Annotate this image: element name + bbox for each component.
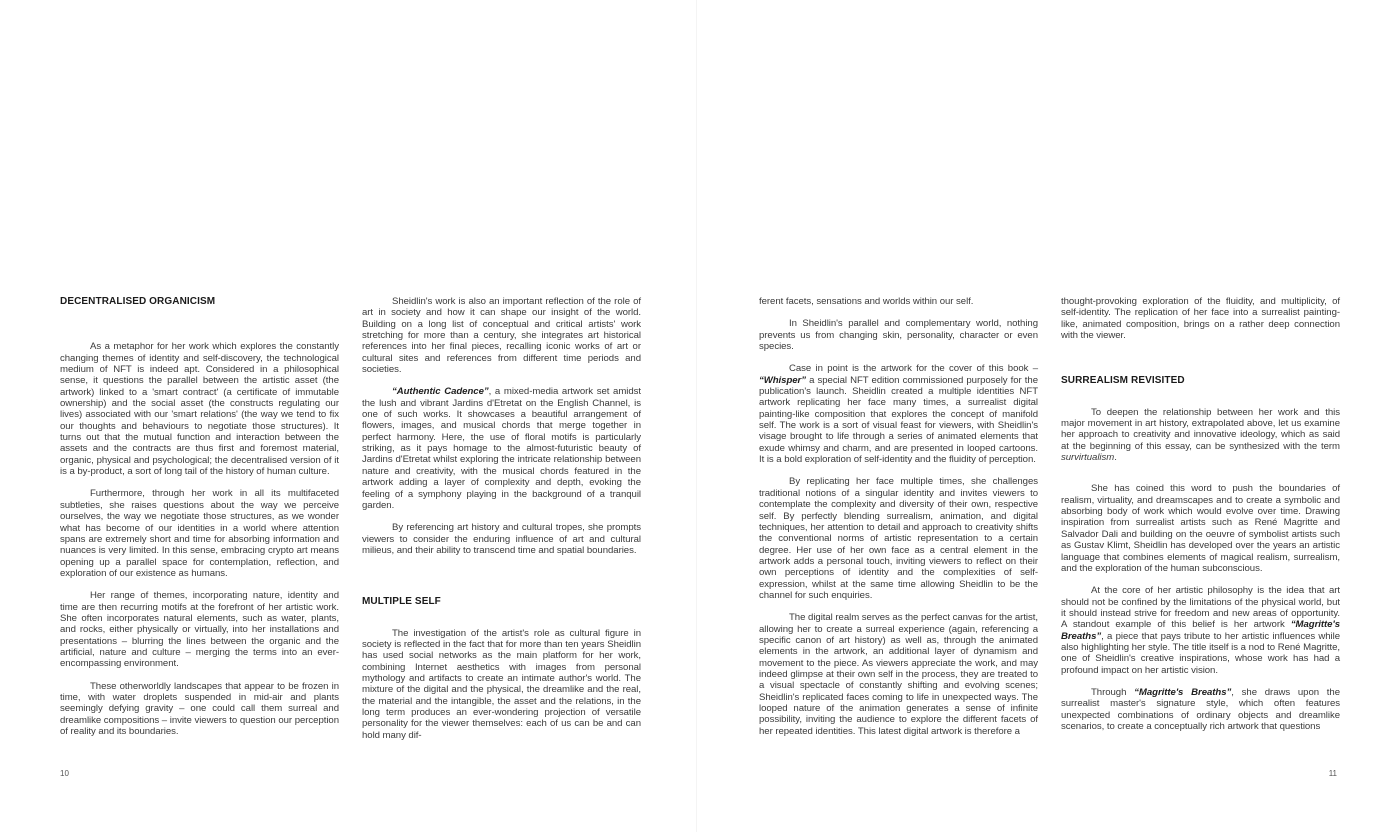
paragraph: thought-provoking exploration of the fluidity, and multiplicity, of self-identity. The replication of her face into a surrealist painting-like, animated composition, brings on a rather deep connection with the viewer. [1061, 296, 1340, 342]
section-heading-decentralised-organicism: DECENTRALISED ORGANICISM [60, 296, 216, 307]
column-1 [60, 296, 339, 737]
paragraph: These otherworldly landscapes that appear to be frozen in time, with water droplets suspended in mid-air and plants seemingly defying gravity – one could call them surreal and dreamlike compositions – invite viewers to question our perception of reality and its boundaries. [60, 680, 339, 737]
paragraph: The investigation of the artist's role as cultural figure in society is reflected in the fact that for more than ten years Sheidlin has used social networks as the main platform for her work, combining Internet aesthetics with images from personal mythology and artifacts to create an intimate author's world. The mixture of the digital and the physical, the dreamlike and the real, the material and the intangible, the asset and the relations, in the long term produces an ever-wondering projection of versatile personality for the viewer themselves: each of us can be and can hold many dif- [362, 627, 641, 741]
artwork-title: “Whisper” [759, 374, 806, 386]
section-heading-multiple-self: MULTIPLE SELF [362, 596, 441, 608]
paragraph: Furthermore, through her work in all its multifaceted subtleties, she raises questions about the way we perceive ourselves, the way we negotiate those structures, as we wonder what has become of our identities in a world where attention spans are extremely short and time for absorbing information and nuances is very limited. In this sense, embracing crypto art means opening up a parallel space for contemplation, reflection, and exploration of our existence as humans. [60, 488, 339, 579]
paragraph: ferent facets, sensations and worlds within our self. [759, 296, 974, 307]
paragraph: Through “Magritte's Breaths”, she draws upon the surrealist master's signature style, which often features unexpected combinations of ordinary objects and dreamlike scenarios, to create a conceptually rich artwork that questions [1061, 686, 1340, 732]
paragraph: In Sheidlin's parallel and complementary world, nothing prevents us from changing skin, personality, character or even species. [759, 318, 1038, 353]
paragraph: At the core of her artistic philosophy is the idea that art should not be confined by the limitations of the physical world, but it should instead strive for freedom and new areas of opportunity. A standout example of this belief is her artwork “Magritte's Breaths”, a piece that pays tribute to her artistic influences while also highlighting her style. The title itself is a nod to René Magritte, one of Sheidlin's creative inspirations, whose work has had a profound impact on her artistic vision. [1061, 585, 1340, 676]
paragraph: The digital realm serves as the perfect canvas for the artist, allowing her to create a surreal experience (again, referencing a specific canon of art history) as well as, through the animated elements in the artwork, an additional layer of dynamism and movement to the piece. As viewers appreciate the work, and may indeed glimpse at their own self in the process, they are treated to a visual spectacle of constantly shifting and evolving scenes; Sheidlin's replicated faces coming to life in unexpected ways. The looped nature of the animation generates a sense of infinite possibility, inviting the audience to explore the different facets of her repeated identities. This latest digital artwork is therefore a [759, 612, 1038, 737]
paragraph: Sheidlin's work is also an important reflection of the role of art in society and how it can shape our insight of the world. Building on a long list of conceptual and critical artists' work stretching for more than a century, she integrates art historical references into her final pieces, recalling iconic works of art or cultural sites and references from different time periods and societies. [362, 296, 641, 376]
column-2 [362, 296, 641, 741]
right-page [697, 0, 1394, 832]
paragraph: “Authentic Cadence”, a mixed-media artwork set amidst the lush and vibrant Jardins d'Etretat on the English Channel, is one of such works. It showcases a beautiful arrangement of flowers, images, and musical chords that merge together in perfect harmony. Here, the use of floral motifs is particularly striking, as it pays homage to the almost-futuristic beauty of Jardins d'Etretat whilst exploring the intricate relationship between nature and creativity, with the musical chords featured in the artwork adding a layer of complexity and depth, evoking the feeling of a symphony playing in the background of a tranquil garden. [362, 386, 641, 511]
page-number-left: 10 [60, 769, 69, 778]
paragraph: As a metaphor for her work which explores the constantly changing themes of identity and self-discovery, the technological medium of NFT is indeed apt. Considered in a philosophical sense, it questions the parallel between the artistic asset (the artwork) linked to a 'smart contract' (a certificate of immutable ownership) and the social asset (the constructs regulating our lives) associated with our 'smart relations' (the way we tend to fix our thoughts and behaviours to negotiate those structures). It turns out that the mutual function and interaction between the assets and the contracts are thus first and foremost material, organic, physical and psychological; the decentralised version of it is a by-product, a sort of long tail of the history of human culture. [60, 341, 339, 478]
section-heading-surrealism-revisited: SURREALISM REVISITED [1061, 375, 1185, 387]
paragraph: Her range of themes, incorporating nature, identity and time are then recurring motifs at the forefront of her artistic work. She often incorporates natural elements, such as water, plants, and rocks, either physically or virtually, into her installations and presentations – blurring the lines between the organic and the artificial, nature and culture – merging the terms into an ever-encompassing environment. [60, 590, 339, 670]
paragraph: By referencing art history and cultural tropes, she prompts viewers to consider the enduring influence of art and cultural milieus, and their ability to transcend time and spatial boundaries. [362, 522, 641, 556]
artwork-title: “Magritte's Breaths” [1061, 619, 1340, 642]
column-4 [1061, 296, 1340, 732]
paragraph: By replicating her face multiple times, she challenges traditional notions of a singular identity and invites viewers to contemplate the complexity and diversity of their own, respective self. By perfectly blending surrealism, animation, and digital techniques, her attention to detail and approach to creativity shifts the conventional norms of artistic representation to a certain degree. Her use of her own face as a central element in the artwork adds a personal touch, inviting viewers to reflect on their own perceptions of identity and the complexities of self-expression, whilst at the same time allowing Sheidlin to be the channel for such enquiries. [759, 476, 1038, 601]
artwork-title: “Magritte's Breaths” [1134, 686, 1232, 698]
artwork-title: “Authentic Cadence” [392, 386, 489, 398]
column-3 [759, 296, 1038, 737]
paragraph: She has coined this word to push the boundaries of realism, virtuality, and dreamscapes and to create a symbolic and absorbing body of work which would evolve over time. Drawing inspiration from surrealist artists such as René Magritte and Salvador Dali and building on the oeuvre of symbolist artists such as Gustav Klimt, Sheidlin has developed over the years an artistic language that combines elements of magical realism, surrealism, and the exploration of the human subconscious. [1061, 483, 1340, 574]
paragraph: Case in point is the artwork for the cover of this book – “Whisper” a special NFT edition commissioned purposely for the publication's launch. Sheidlin created a multiple identities NFT artwork replicating her face many times, a surrealist digital painting-like composition that explores the concept of manifold self. The work is a sort of visual feast for viewers, with Sheidlin's visage brought to life through a series of animated elements that exude whimsy and charm, and are presented in looped cartoons. It is a bold exploration of self-identity and the fluidity of perception. [759, 363, 1038, 466]
coined-term: survirtualism [1061, 452, 1115, 464]
page-number-right: 11 [1328, 769, 1337, 778]
paragraph: To deepen the relationship between her work and this major movement in art history, extrapolated above, let us examine her approach to creativity and innovative ideology, which as said at the beginning of this essay, can be synthesized with the term survirtualism. [1061, 406, 1340, 464]
